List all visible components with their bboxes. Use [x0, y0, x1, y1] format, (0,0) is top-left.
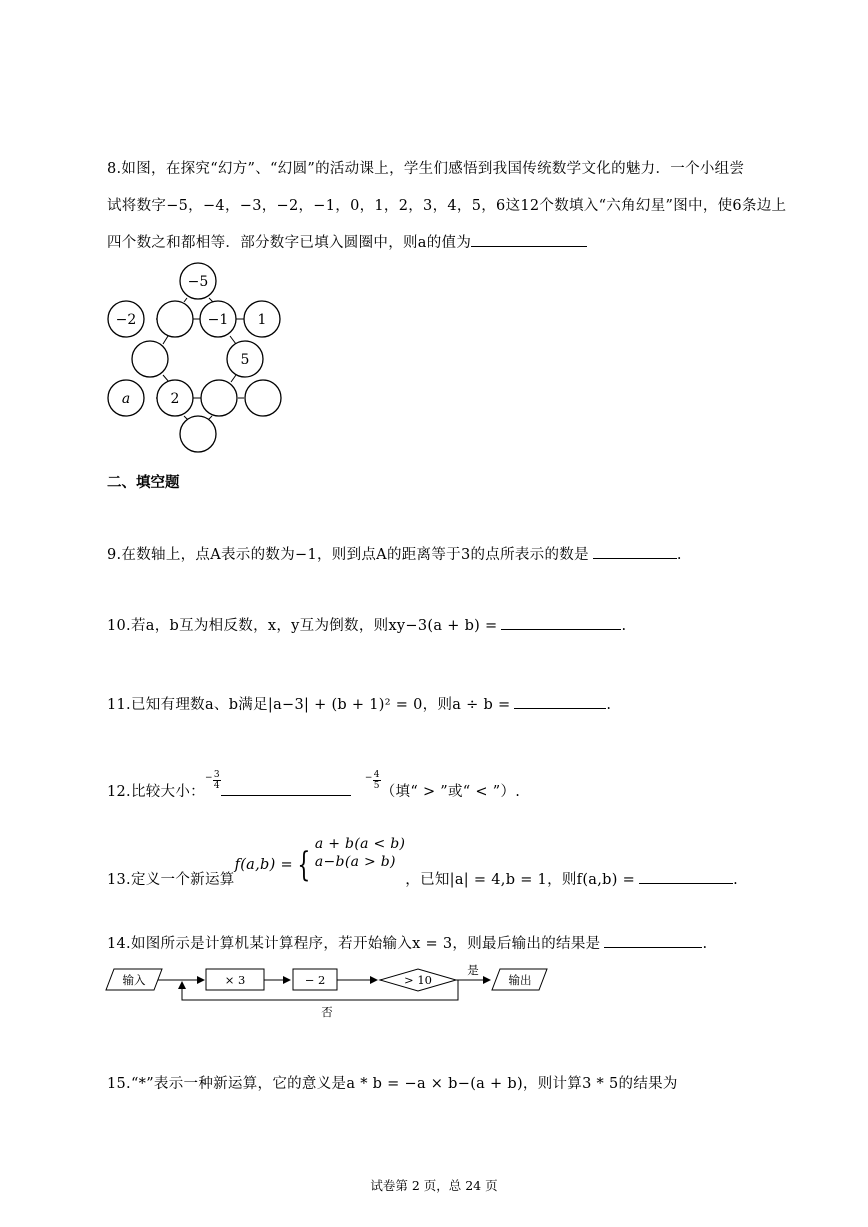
q13-prefix: 13.定义一个新运算	[107, 872, 235, 888]
circle-inner-right-label: 5	[240, 352, 250, 368]
page-footer: 试卷第 2 页，总 24 页	[370, 1178, 498, 1193]
flow-cond-label: > 10	[404, 973, 432, 987]
q14-answer-blank[interactable]	[604, 933, 702, 948]
q13	[107, 836, 738, 888]
q11	[107, 693, 611, 714]
flow-step2-label: − 2	[304, 973, 326, 987]
q13-func: f(a,b) =	[234, 857, 293, 873]
circle-right-top-label: 1	[257, 312, 267, 328]
flow-step1-label: × 3	[224, 973, 246, 987]
flow-output-label: 输出	[508, 973, 532, 987]
q11-answer-blank[interactable]	[514, 694, 606, 709]
q10-end: .	[621, 618, 627, 634]
circle-inner-bottom-left-label: 2	[170, 391, 180, 407]
q12-fraction-1	[213, 770, 221, 791]
circle-inner-left[interactable]	[132, 341, 168, 377]
q12-answer-blank[interactable]	[221, 781, 351, 796]
circle-right-bottom[interactable]	[245, 380, 281, 416]
q12-frac1-den: 4	[213, 780, 220, 791]
q12-prefix: 12.比较大小：	[107, 784, 205, 800]
q10-answer-blank[interactable]	[501, 615, 621, 630]
q10-text: 10.若a，b互为相反数，x，y互为倒数，则xy−3(a + b) =	[107, 618, 498, 634]
q13-case-2: a−b(a > b)	[314, 854, 396, 870]
q13-cases	[315, 835, 405, 871]
q12-frac2-sign: −	[364, 773, 373, 783]
q12	[107, 769, 521, 803]
q8-answer-blank[interactable]	[471, 232, 587, 247]
section-title: 二、填空题	[107, 475, 180, 491]
q8-line-1: 8.如图，在探究“幻方”、“幻圆”的活动课上，学生们感悟到我国传统数学文化的魅力．一个小组尝	[107, 161, 745, 177]
q12-frac1-num: 3	[213, 769, 220, 780]
circle-inner-top-right-label: −1	[207, 312, 229, 328]
hexagram-circles	[108, 263, 281, 452]
hexagram-figure	[100, 262, 290, 457]
q9-text: 9.在数轴上，点A表示的数为−1，则到点A的距离等于3的点所表示的数是	[107, 547, 589, 563]
circle-top-label: −5	[187, 274, 209, 290]
flowchart	[100, 960, 560, 1022]
q8-line-3	[107, 231, 587, 252]
q14-text: 14.如图所示是计算机某计算程序，若开始输入x = 3，则最后输出的结果是	[107, 936, 601, 952]
flow-input-label: 输入	[122, 973, 146, 987]
circle-bottom[interactable]	[180, 416, 216, 452]
q12-frac2-num: 4	[373, 769, 380, 780]
q13-case-1: a + b(a < b)	[314, 836, 406, 852]
q12-frac1-sign: −	[204, 773, 213, 783]
q12-fraction-2	[373, 770, 381, 791]
q13-answer-blank[interactable]	[639, 869, 733, 884]
circle-inner-bottom-right[interactable]	[201, 380, 237, 416]
flow-no-label: 否	[321, 1005, 333, 1019]
q12-frac2-den: 5	[373, 780, 380, 791]
q13-middle: ，已知|a| = 4,b = 1，则f(a,b) =	[405, 872, 636, 888]
circle-left-top-label: −2	[115, 312, 137, 328]
q11-end: .	[606, 697, 612, 713]
q9	[107, 543, 682, 564]
q14	[107, 932, 707, 953]
q14-end: .	[702, 936, 708, 952]
q9-answer-blank[interactable]	[593, 544, 677, 559]
q11-text: 11.已知有理数a、b满足|a−3| + (b + 1)² = 0，则a ÷ b =	[107, 697, 511, 713]
q9-end: .	[676, 547, 682, 563]
q15: 15.“*”表示一种新运算，它的意义是a * b = −a × b−(a + b)，则计算3 * 5的结果为	[107, 1076, 678, 1092]
q13-end: .	[733, 872, 738, 888]
circle-left-bottom-label: a	[121, 391, 131, 407]
q8-line-3-text: 四个数之和都相等．部分数字已填入圆圈中，则a的值为	[107, 235, 472, 251]
q10	[107, 614, 626, 635]
q13-brace: {	[297, 845, 311, 885]
q12-suffix: （填“ > ”或“ < ”）.	[380, 784, 521, 800]
flow-yes-label: 是	[467, 963, 479, 977]
q8-line-2: 试将数字−5，−4，−3，−2，−1，0，1，2，3，4，5，6这12个数填入“六角幻星”图中，使6条边上	[107, 198, 787, 214]
circle-inner-top-left[interactable]	[157, 301, 193, 337]
